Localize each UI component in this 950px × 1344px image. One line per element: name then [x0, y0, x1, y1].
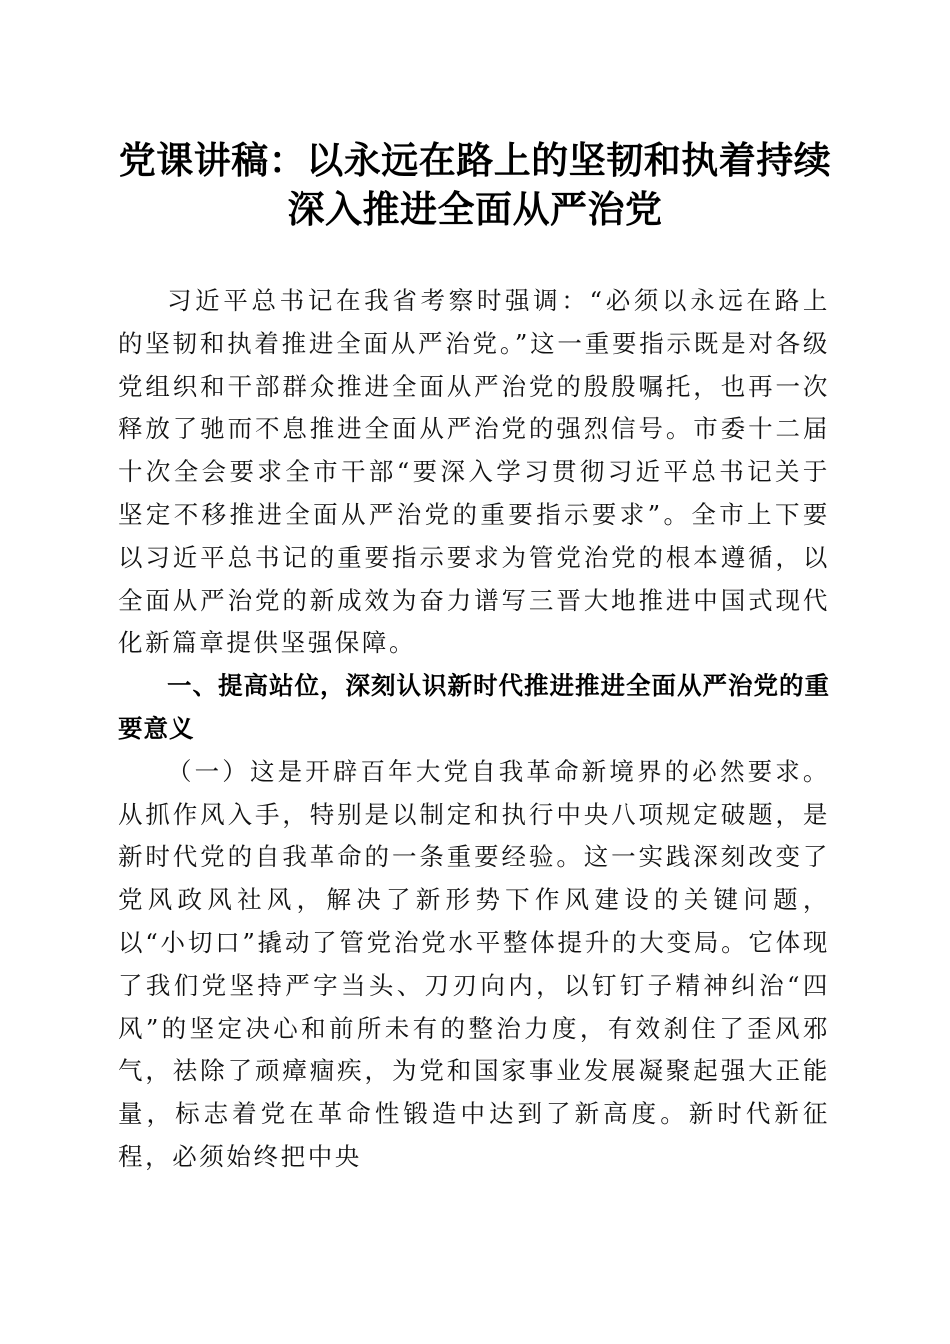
section-heading: 一、提高站位，深刻认识新时代推进推进全面从严治党的重要意义 [118, 671, 830, 743]
subsection-paragraph: （一）这是开辟百年大党自我革命新境界的必然要求。从抓作风入手，特别是以制定和执行中央八项规定破题，是新时代党的自我革命的一条重要经验。这一实践深刻改变了党风政风社风，解决了新形势下作风建设的关键问题，以“小切口”撬动了管党治党水平整体提升的大变局。它体现了我们党坚持严字当头、刀刃向内，以钉钉子精神纠治“四风”的坚定决心和前所未有的整治力度，有效刹住了歪风邪气，祛除了顽瘴痼疾，为党和国家事业发展凝聚起强大正能量，标志着党在革命性锻造中达到了新高度。新时代新征程，必须始终把中央 [118, 756, 830, 1171]
intro-paragraph: 习近平总书记在我省考察时强调：“必须以永远在路上的坚韧和执着推进全面从严治党。”这一重要指示既是对各级党组织和干部群众推进全面从严治党的殷殷嘱托，也再一次释放了驰而不息推进全面从严治党的强烈信号。市委十二届十次全会要求全市干部“要深入学习贯彻习近平总书记关于坚定不移推进全面从严治党的重要指示要求”。全市上下要以习近平总书记的重要指示要求为管党治党的根本遵循，以全面从严治党的新成效为奋力谱写三晋大地推进中国式现代化新篇章提供坚强保障。 [118, 286, 830, 658]
document-body [118, 280, 830, 1179]
document-title: 党课讲稿：以永远在路上的坚韧和执着持续深入推进全面从严治党 [118, 138, 832, 231]
